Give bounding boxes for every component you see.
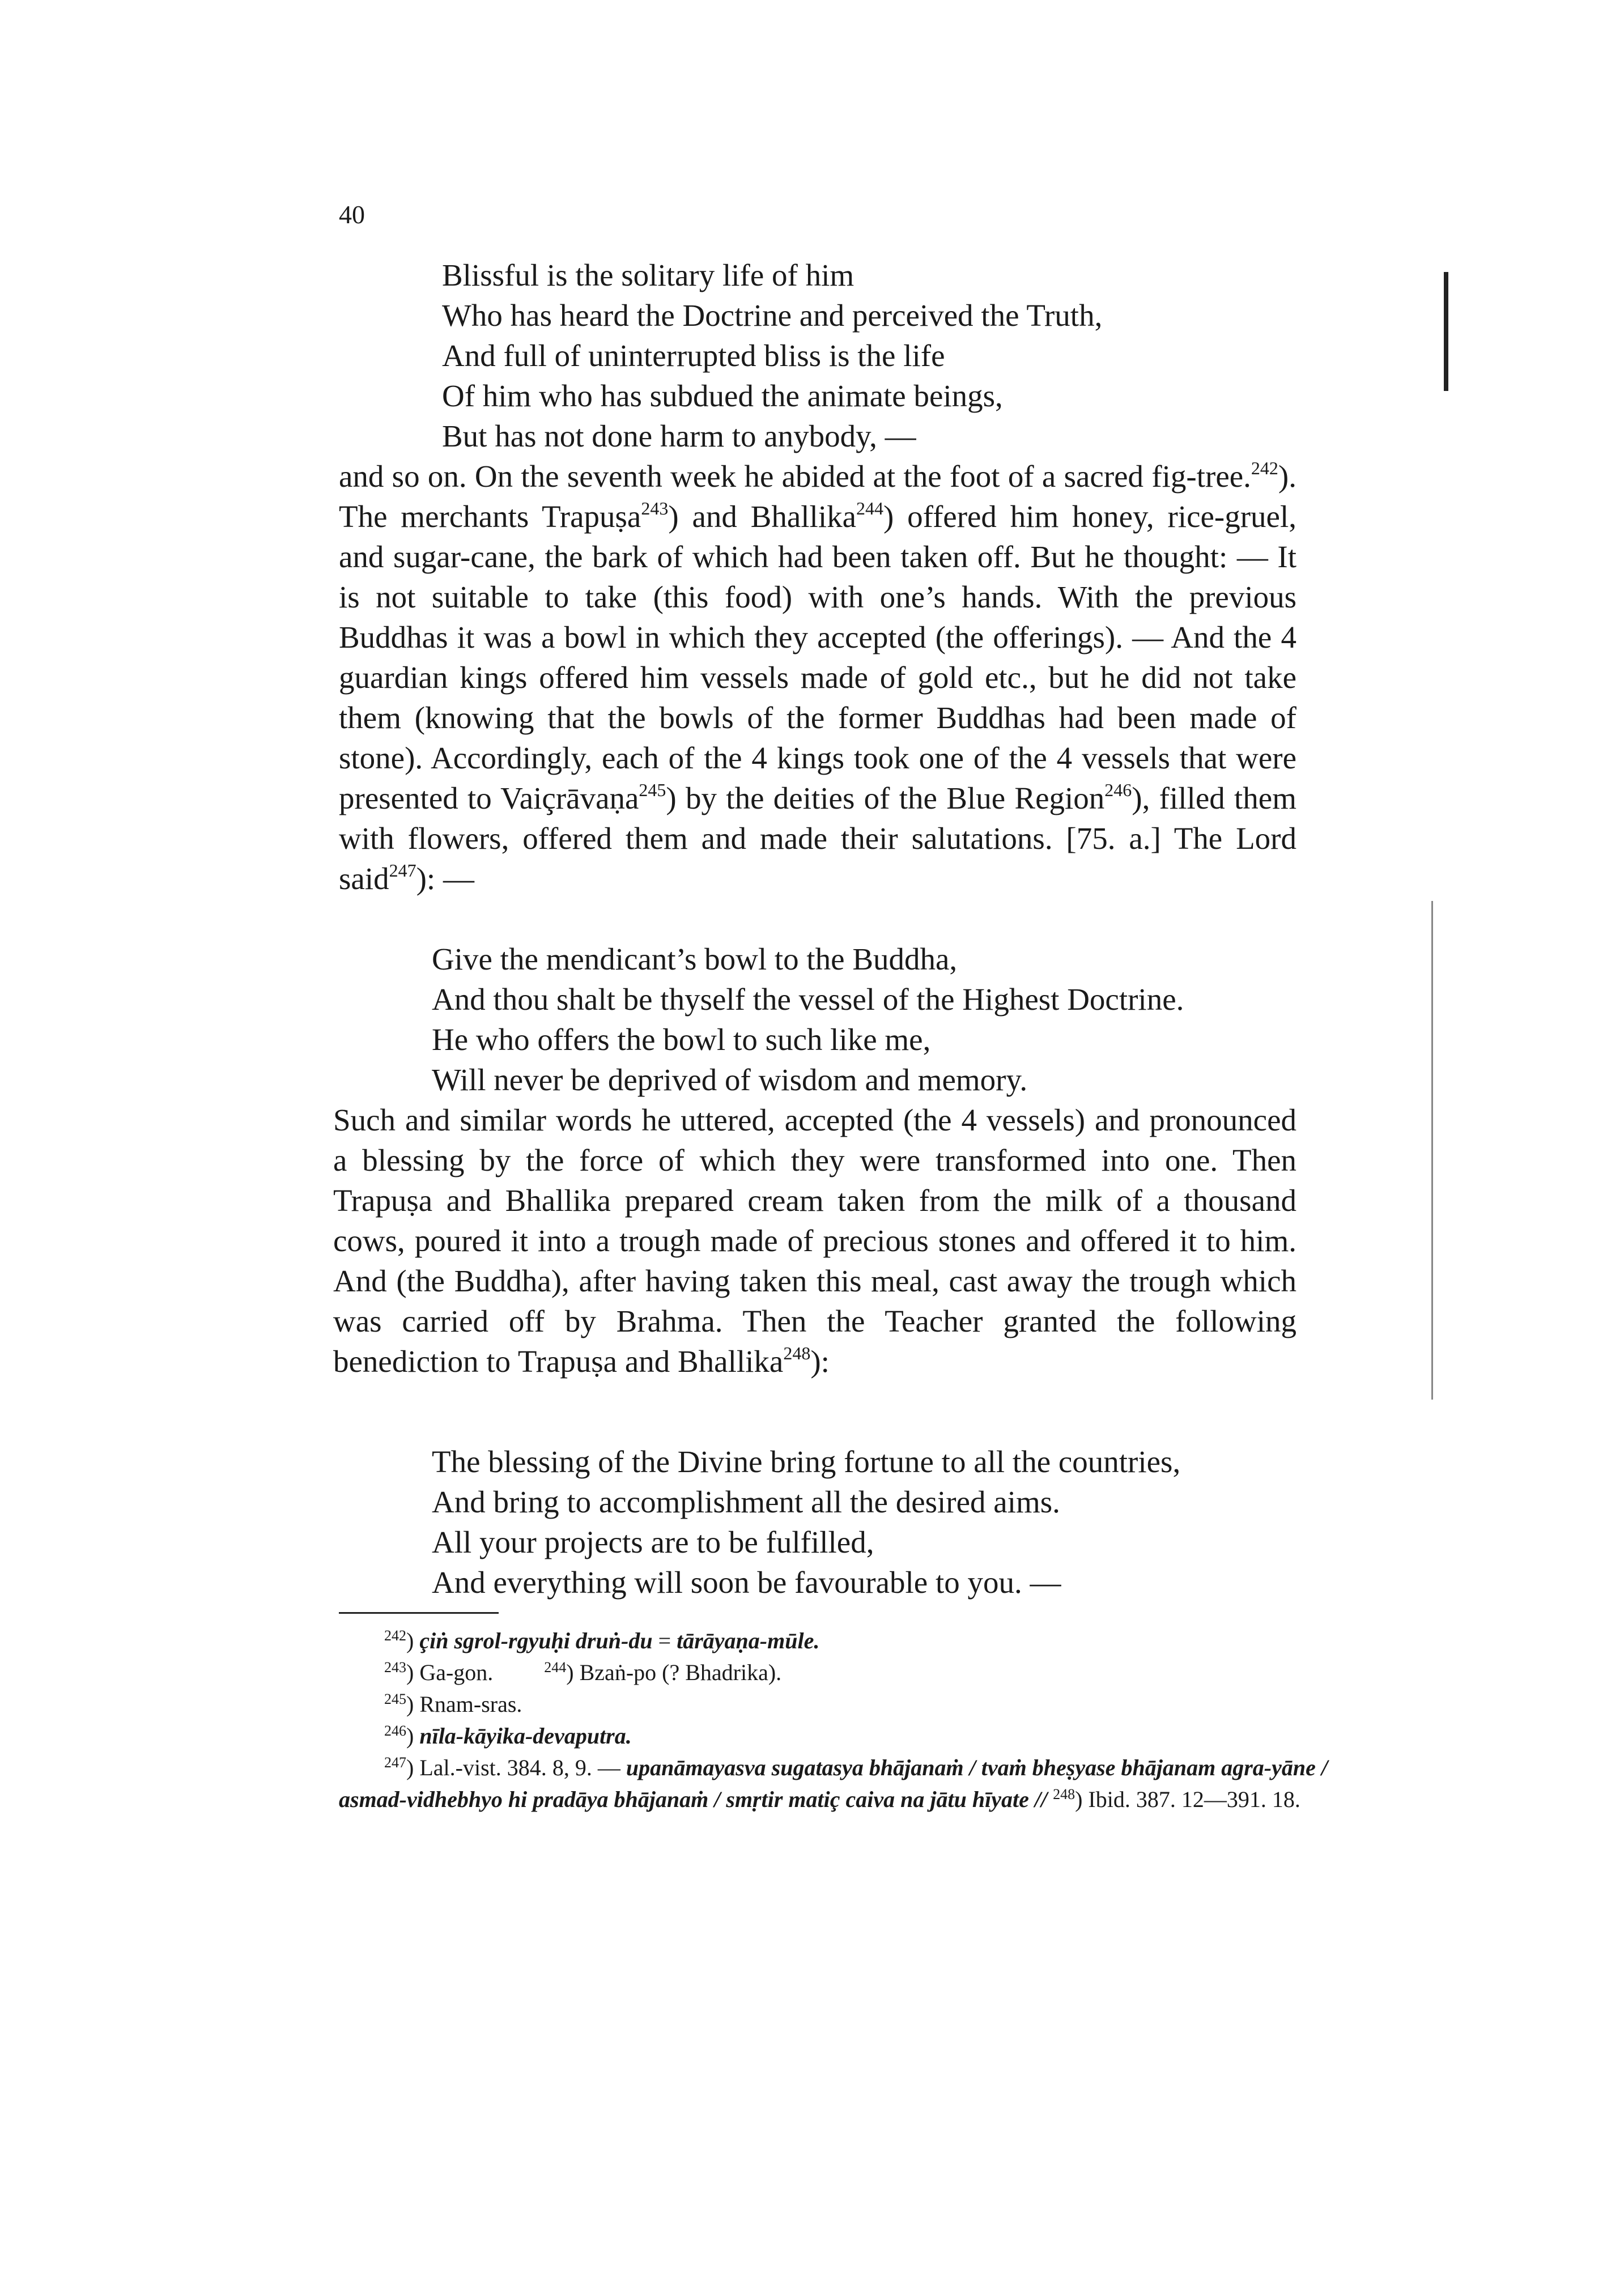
- verse-block-2: [432, 939, 1184, 1100]
- page-number: 40: [339, 200, 365, 229]
- verse-line: The blessing of the Divine bring fortune to all the countries,: [432, 1444, 1181, 1479]
- verse-line: Give the mendicant’s bowl to the Buddha,: [432, 942, 958, 976]
- verse-line: Of him who has subdued the animate beings,: [442, 379, 1003, 413]
- verse-block-1: [442, 255, 1102, 456]
- footnotes: [339, 1625, 1328, 1815]
- verse-line: Blissful is the solitary life of him: [442, 258, 854, 292]
- margin-mark: [1444, 272, 1448, 391]
- footnote-ref: 246: [1104, 780, 1132, 800]
- verse-line: But has not done harm to anybody, —: [442, 419, 916, 453]
- footnote-ref: 244: [856, 498, 884, 518]
- footnote-242: $^{242}$) çiṅ sgrol-rgyuḥi druṅ-du = tārāyaṇa-mūle.: [384, 1627, 820, 1653]
- footnote-245: $^{245}$) Rnam-sras.: [384, 1691, 522, 1717]
- footnote-ref: 248: [783, 1343, 811, 1363]
- footnote-246: $^{246}$) nīla-kāyika-devaputra.: [384, 1723, 632, 1749]
- footnote-divider: [339, 1612, 499, 1614]
- paragraph-2: Such and similar words he uttered, accepted (the 4 vessels) and pronounced a blessing by the force of which they were transformed into one. Then Trapuṣa and Bhallika prepared cream taken from the milk of a thousand cows, poured it into a trough made of precious stones and offered it to him. And (the Buddha), after having taken this meal, cast away the trough which was carried off by Brahma. Then the Teacher granted the following benediction to Trapuṣa and Bhallika$^{248}$):: [333, 1103, 1296, 1379]
- footnote-247-248: $^{247}$) Lal.-vist. 384. 8, 9. — upanāmayasva sugatasya bhājanaṁ / tvaṁ bheṣyase bhājanam agra-yāne / asmad-vidhebhyo hi pradāya bhājanaṁ / smṛtir matiç caiva na jātu hīyate // $^{248}$) Ibid. 387. 12—391. 18.: [339, 1754, 1328, 1812]
- verse-line: Will never be deprived of wisdom and memory.: [432, 1062, 1028, 1097]
- verse-line: And full of uninterrupted bliss is the life: [442, 338, 945, 373]
- verse-line: All your projects are to be fulfilled,: [432, 1525, 874, 1559]
- verse-line: And thou shalt be thyself the vessel of the Highest Doctrine.: [432, 982, 1184, 1017]
- verse-line: And bring to accomplishment all the desired aims.: [432, 1485, 1060, 1519]
- footnote-ref: 242: [1251, 458, 1278, 478]
- footnote-ref: 247: [389, 860, 416, 881]
- verse-line: And everything will soon be favourable to you. —: [432, 1565, 1061, 1600]
- verse-block-3: [432, 1442, 1180, 1602]
- footnote-243-244: $^{243}$) Ga-gon. $^{244}$) Bzaṅ-po (? Bhadrika).: [384, 1659, 782, 1685]
- verse-line: Who has heard the Doctrine and perceived the Truth,: [442, 298, 1103, 333]
- verse-line: He who offers the bowl to such like me,: [432, 1022, 931, 1057]
- footnote-ref: 243: [641, 498, 669, 518]
- footnote-ref: 245: [639, 780, 666, 800]
- paragraph-1: and so on. On the seventh week he abided at the foot of a sacred fig-tree.$^{242}$). The merchants Trapuṣa$^{243}$) and Bhallika$^{244}$) offered him honey, rice-gruel, and sugar-cane, the bark of which had been taken off. But he thought: — It is not suitable to take (this food) with one’s hands. With the previous Buddhas it was a bowl in which they accepted (the offerings). — And the 4 guardian kings offered him vessels made of gold etc., but he did not take them (knowing that the bowls of the former Buddhas had been made of stone). Accordingly, each of the 4 kings took one of the 4 vessels that were presented to Vaiçrāvaṇa$^{245}$) by the deities of the Blue Region$^{246}$), filled them with flowers, offered them and made their salutations. [75. a.] The Lord said$^{247}$): —: [339, 458, 1296, 896]
- margin-mark: [1431, 901, 1433, 1400]
